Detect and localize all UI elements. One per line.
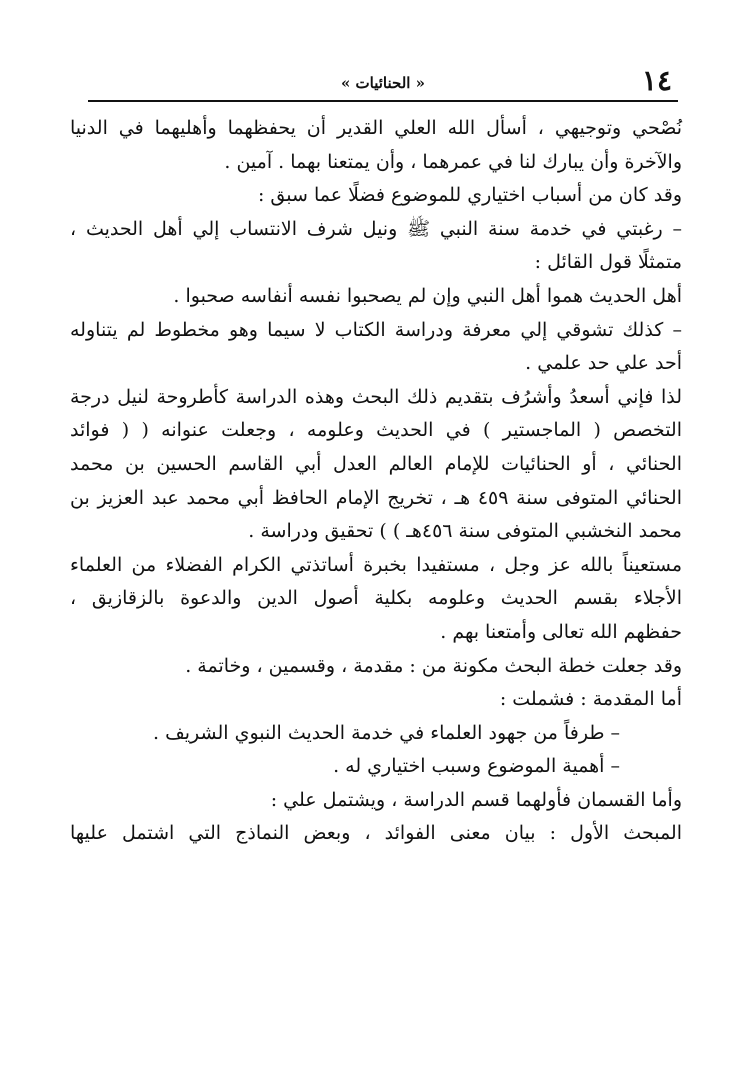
text-line: والآخرة وأن يبارك لنا في عمرهما ، وأن يمتعنا بهما . آمين . (224, 150, 682, 173)
text-line: مستعيناً بالله عز وجل ، مستفيدا بخبرة أساتذتي الكرام الفضلاء من العلماء (70, 553, 682, 576)
text-line: حفظهم الله تعالى وأمتعنا بهم . (440, 620, 682, 643)
text-line: – رغبتي في خدمة سنة النبي ﷺ ونيل شرف الانتساب إلي أهل الحديث ، (70, 217, 682, 240)
page-number: ١٤ (641, 64, 672, 97)
text-line: وقد كان من أسباب اختياري للموضوع فضلًا عما سبق : (257, 184, 682, 207)
text-line: أحد علي حد علمي . (525, 352, 682, 375)
text-line: الحنائي المتوفى سنة ٤٥٩ هـ ، تخريج الإمام الحافظ أبي محمد عبد العزيز بن (70, 486, 682, 509)
text-line: الأجلاء بقسم الحديث وعلومه بكلية أصول الدين والدعوة بالزقازيق ، (70, 587, 682, 610)
text-line: – كذلك تشوقي إلي معرفة ودراسة الكتاب لا سيما وهو مخطوط لم يتناوله (70, 318, 682, 341)
text-line: متمثلًا قول القائل : (534, 251, 682, 274)
text-line: أهل الحديث هموا أهل النبي وإن لم يصحبوا نفسه أنفاسه صحبوا . (173, 284, 682, 307)
text-line: – طرفاً من جهود العلماء في خدمة الحديث النبوي الشريف . (153, 721, 620, 744)
text-line: لذا فإني أسعدُ وأشرُف بتقديم ذلك البحث وهذه الدراسة كأطروحة لنيل درجة (70, 385, 682, 408)
text-line: أما المقدمة : فشملت : (499, 688, 682, 711)
body-text (70, 112, 682, 851)
text-line: المبحث الأول : بيان معنى الفوائد ، وبعض النماذج التي اشتمل عليها (70, 822, 682, 845)
text-line: وأما القسمان فأولهما قسم الدراسة ، ويشتمل علي : (270, 788, 682, 811)
text-line: نُصْحي وتوجيهي ، أسأل الله العلي القدير أن يحفظهما وأهليهما في الدنيا (70, 117, 682, 139)
text-line: وقد جعلت خطة البحث مكونة من : مقدمة ، وقسمين ، وخاتمة . (185, 654, 682, 677)
page-header (88, 66, 678, 102)
running-title: « الحنائيات » (340, 74, 426, 92)
text-line: التخصص ( الماجستير ) في الحديث وعلومه ، وجعلت عنوانه ( ( فوائد (70, 419, 682, 442)
text-line: – أهمية الموضوع وسبب اختياري له . (333, 755, 620, 778)
text-line: الحنائي ، أو الحنائيات للإمام العالم العدل أبي القاسم الحسين بن محمد (70, 452, 682, 475)
text-line: محمد النخشبي المتوفى سنة ٤٥٦هـ ) ) تحقيق ودراسة . (248, 520, 682, 543)
